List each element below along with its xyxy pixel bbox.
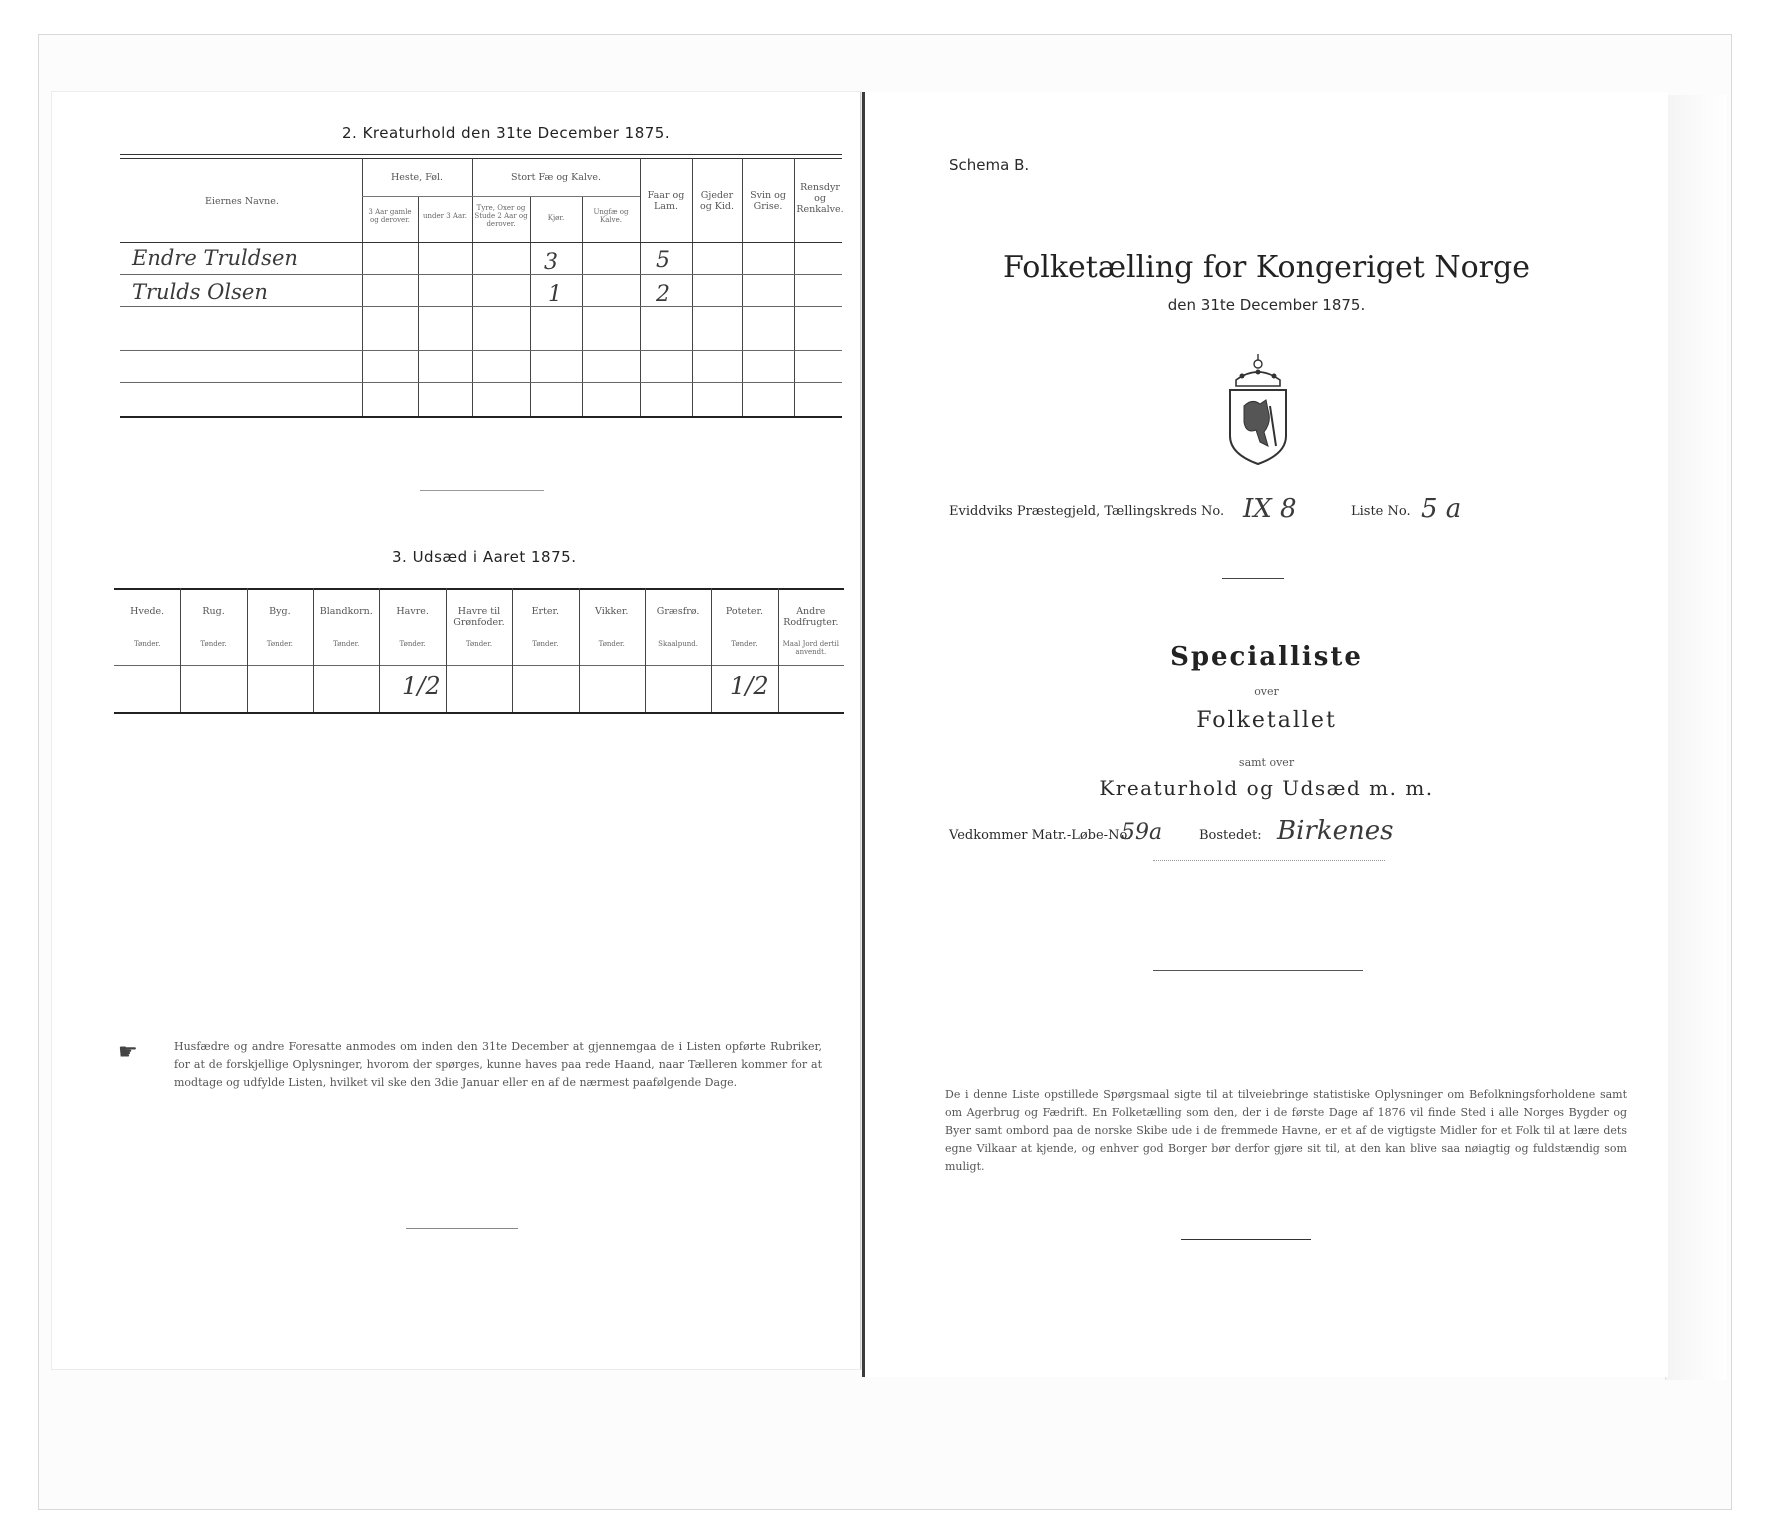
header-owner: Eiernes Navne.	[205, 196, 279, 207]
row-rule	[120, 274, 842, 275]
udsaed-column-header: Havre til Grønfoder.	[453, 606, 505, 628]
udsaed-column-header: Blandkorn.	[319, 606, 373, 617]
col-divider	[379, 588, 380, 712]
district-number: IX 8	[1243, 494, 1297, 524]
header-faar: Faar og Lam.	[647, 190, 685, 212]
header-heste-under3: under 3 Aar.	[423, 212, 467, 220]
udsaed-column-header: Vikker.	[595, 606, 629, 617]
udsaed-column-unit: Tønder.	[333, 640, 360, 648]
rule	[120, 154, 842, 155]
col-divider	[579, 588, 580, 712]
matr-number: 59a	[1121, 820, 1163, 845]
separator	[1222, 578, 1284, 579]
udsaed-column-header: Erter.	[531, 606, 560, 617]
poteter-value: 1/2	[730, 672, 769, 700]
col-divider	[180, 588, 181, 712]
form-title: Folketælling for Kongeriget Norge	[1003, 250, 1530, 285]
udsaed-column-unit: Tønder.	[399, 640, 426, 648]
liste-number: 5 a	[1421, 494, 1462, 524]
udsaed-column-header: Poteter.	[725, 606, 763, 617]
havre-value: 1/2	[402, 672, 441, 700]
col-divider	[247, 588, 248, 712]
col-divider	[742, 158, 743, 416]
udsaed-column-header: Havre.	[396, 606, 429, 617]
samt-over-text: samt over	[1238, 756, 1295, 769]
table-bottom-rule	[114, 712, 844, 714]
header-heste: Heste, Føl.	[390, 172, 444, 183]
header-kjor: Kjør.	[547, 214, 565, 222]
notice-text: Husfædre og andre Foresatte anmodes om inden den 31te December at gjennemgaa de i Listen opførte Rubriker, for at de forskjellige Oplysninger, hvorom der spørges, kunne haves paa rede Haand, naar Tælleren kommer for at modtage og udfylde Listen, hvilket vil ske den 3die Januar eller en af de nærmest paafølgende Dage.	[174, 1040, 822, 1089]
udsaed-column-unit: Skaalpund.	[658, 640, 698, 648]
udsaed-column-header: Byg.	[269, 606, 291, 617]
col-divider	[778, 588, 779, 712]
col-divider	[692, 158, 693, 416]
coat-of-arms-icon	[1222, 350, 1294, 468]
udsaed-column-unit: Tønder.	[532, 640, 559, 648]
udsaed-column-header: Hvede.	[130, 606, 165, 617]
separator	[1153, 860, 1385, 861]
udsaed-column-unit: Maal Jord dertil anvendt.	[782, 640, 839, 656]
faar-value: 5	[656, 248, 670, 273]
table-bottom-rule	[120, 416, 842, 418]
bosted-label: Bostedet:	[1199, 828, 1262, 843]
district-label: Eviddviks Præstegjeld, Tællingskreds No.	[949, 504, 1225, 519]
rule	[362, 196, 640, 197]
owner-name: Endre Truldsen	[132, 246, 298, 270]
udsaed-column-unit: Tønder.	[598, 640, 625, 648]
udsaed-column-header: Rug.	[202, 606, 225, 617]
udsaed-column-header: Græsfrø.	[656, 606, 700, 617]
footer-text: De i denne Liste opstillede Spørgsmaal sigte til at tilveiebringe statistiske Oplysninger om Befolkningsforholdene samt om Agerbrug og Fædrift. En Folketælling som den, der i de første Dage af 1876 vil finde Sted i alle Norges Bygder og Byer samt ombord paa de norske Skibe ude i de fremmede Havne, er et af de vigtigste Midler for et Folk til at lære dets egne Vilkaar at kjende, og enhver god Borger bør derfor gjøre sit til, at den kan blive saa nøiagtig og fuldstændig som muligt.	[945, 1088, 1627, 1173]
header-svin: Svin og Grise.	[750, 190, 786, 212]
page-edge	[1665, 95, 1726, 1380]
header-heste-3aar: 3 Aar gamle og derover.	[368, 208, 412, 224]
udsaed-column-unit: Tønder.	[134, 640, 161, 648]
col-divider	[794, 158, 795, 416]
rule	[120, 158, 842, 159]
rule	[120, 242, 842, 243]
left-page	[52, 92, 861, 1369]
udsaed-column-unit: Tønder.	[465, 640, 493, 648]
col-divider	[446, 588, 447, 712]
schema-label: Schema B.	[949, 156, 1030, 174]
rule	[114, 588, 844, 590]
header-gjeder: Gjeder og Kid.	[699, 190, 735, 212]
header-rensdyr: Rensdyr og Renkalve.	[796, 182, 844, 215]
kjor-value: 3	[544, 250, 558, 275]
section2-title: 2. Kreaturhold den 31te December 1875.	[342, 124, 671, 142]
udsaed-column-unit: Tønder.	[731, 640, 758, 648]
separator	[1181, 1239, 1311, 1240]
separator	[406, 1228, 518, 1229]
rule	[114, 665, 844, 666]
kjor-value: 1	[548, 282, 562, 307]
specialliste-heading: Specialliste	[1170, 642, 1363, 672]
section3-title: 3. Udsæd i Aaret 1875.	[392, 548, 577, 566]
col-divider	[711, 588, 712, 712]
row-rule	[120, 382, 842, 383]
header-ungfae: Ungfæ og Kalve.	[593, 208, 629, 224]
liste-label: Liste No.	[1351, 504, 1411, 519]
udsaed-column-unit: Tønder.	[200, 640, 227, 648]
row-rule	[120, 350, 842, 351]
col-divider	[645, 588, 646, 712]
separator	[420, 490, 544, 491]
folketallet-heading: Folketallet	[1196, 708, 1337, 733]
pointing-hand-icon: ☛	[118, 1040, 138, 1065]
col-divider	[512, 588, 513, 712]
owner-name: Trulds Olsen	[132, 280, 268, 304]
over-text: over	[1254, 685, 1279, 698]
row-rule	[120, 306, 842, 307]
form-date: den 31te December 1875.	[1167, 296, 1366, 314]
udsaed-column-header: Andre Rodfrugter.	[783, 606, 839, 628]
kreaturhold-heading: Kreaturhold og Udsæd m. m.	[1099, 776, 1434, 800]
faar-value: 2	[656, 282, 670, 307]
header-tyre: Tyre, Oxer og Stude 2 Aar og derover.	[474, 204, 528, 228]
bosted-value: Birkenes	[1277, 816, 1394, 846]
header-stort-fae: Stort Fæ og Kalve.	[511, 172, 601, 183]
matr-label: Vedkommer Matr.-Løbe-No.	[949, 828, 1132, 843]
separator	[1153, 970, 1363, 971]
right-page	[862, 92, 1668, 1377]
col-divider	[640, 158, 641, 416]
col-divider	[313, 588, 314, 712]
udsaed-column-unit: Tønder.	[266, 640, 294, 648]
